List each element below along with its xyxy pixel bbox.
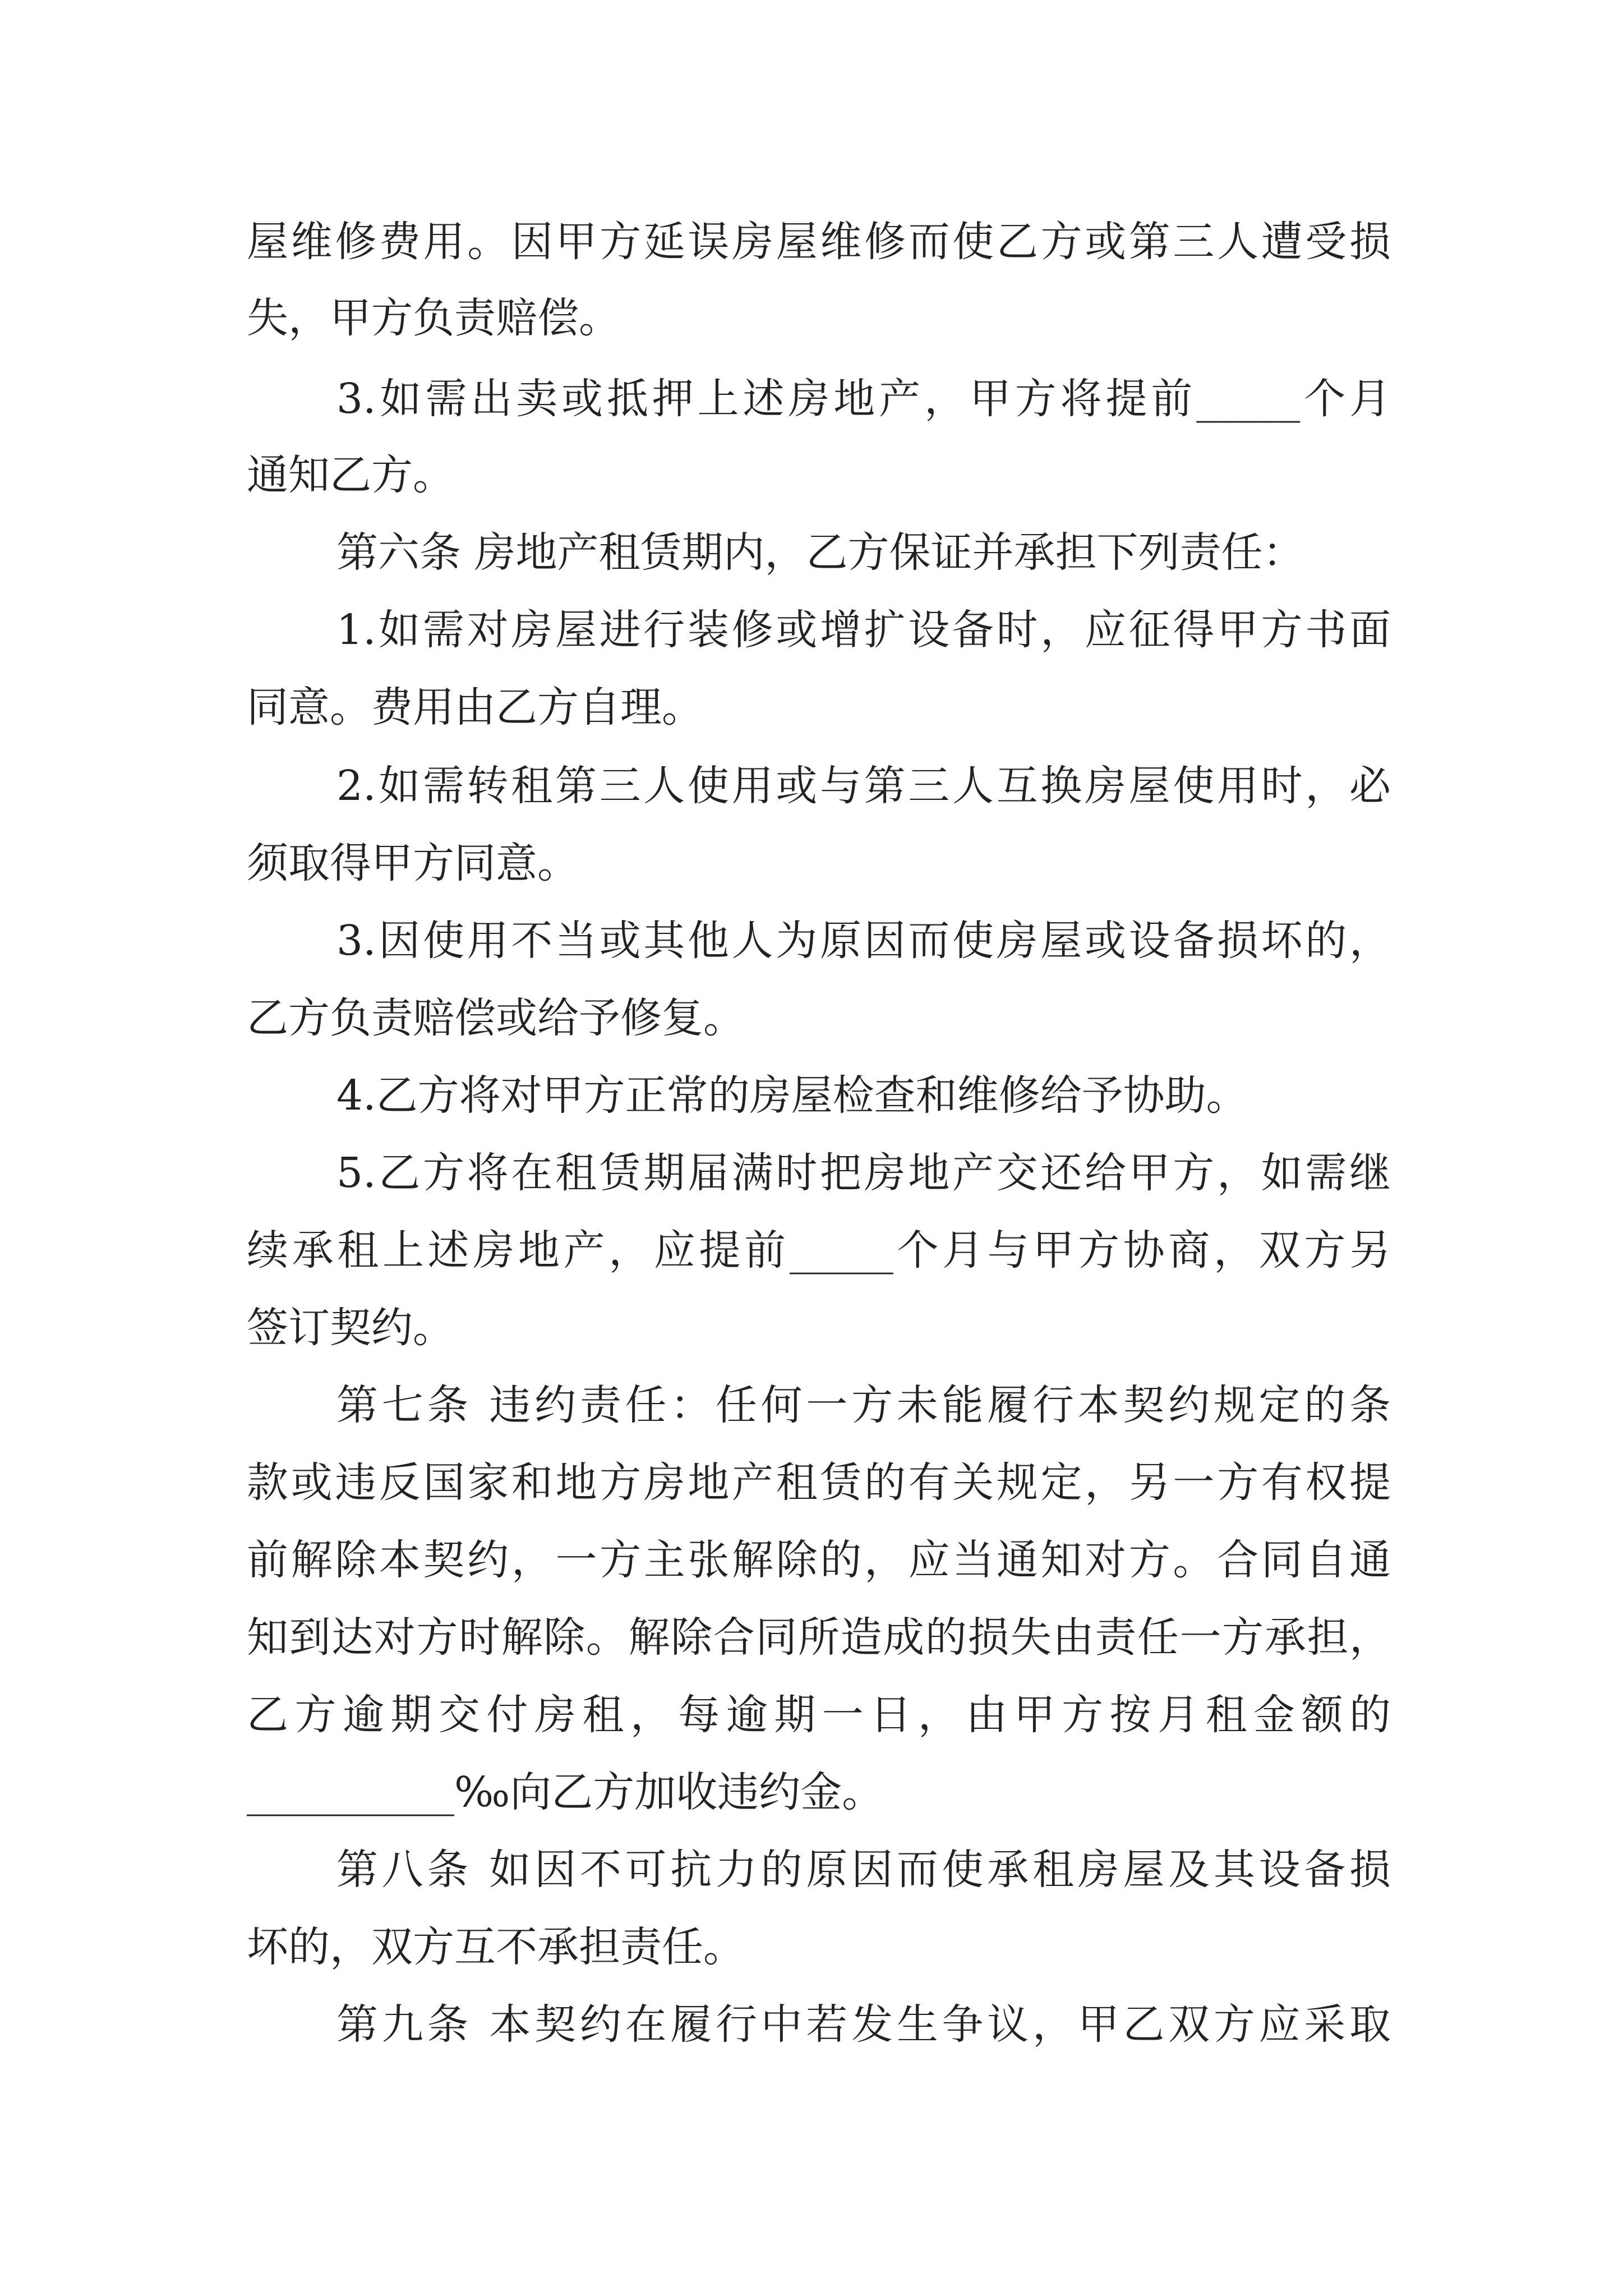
text-line: __________‰向乙方加收违约金。 <box>247 1768 884 1816</box>
text-line: 同意。费用由乙方自理。 <box>247 683 703 731</box>
text-line: 乙方负责赔偿或给予修复。 <box>247 994 745 1042</box>
text-line: 3.因使用不当或其他人为原因而使房屋或设备损坏的， <box>336 917 1391 965</box>
text-line: 失，甲方负责赔偿。 <box>247 294 620 342</box>
text-line: 前解除本契约，一方主张解除的，应当通知对方。合同自通 <box>247 1536 1391 1584</box>
text-line: 通知乙方。 <box>247 451 454 499</box>
text-line: 签订契约。 <box>247 1304 454 1352</box>
text-line: 乙方逾期交付房租，每逾期一日，由甲方按月租金额的 <box>247 1691 1391 1739</box>
text-line: 第六条 房地产租赁期内，乙方保证并承担下列责任： <box>336 528 1304 577</box>
text-line: 屋维修费用。因甲方延误房屋维修而使乙方或第三人遭受损 <box>247 218 1391 266</box>
text-line: 坏的，双方互不承担责任。 <box>247 1923 745 1971</box>
text-line: 5.乙方将在租赁期届满时把房地产交还给甲方，如需继 <box>336 1149 1391 1197</box>
text-line: 第八条 如因不可抗力的原因而使承租房屋及其设备损 <box>336 1846 1391 1894</box>
text-line: 2.如需转租第三人使用或与第三人互换房屋使用时，必 <box>336 762 1391 810</box>
text-line: 3.如需出卖或抵押上述房地产，甲方将提前_____个月 <box>336 375 1391 423</box>
text-line: 1.如需对房屋进行装修或增扩设备时，应征得甲方书面 <box>336 606 1391 654</box>
text-line: 知到达对方时解除。解除合同所造成的损失由责任一方承担， <box>247 1613 1391 1662</box>
text-line: 续承租上述房地产，应提前_____个月与甲方协商，双方另 <box>247 1226 1391 1274</box>
text-line: 第九条 本契约在履行中若发生争议，甲乙双方应采取 <box>336 2000 1391 2049</box>
text-line: 款或违反国家和地方房地产租赁的有关规定，另一方有权提 <box>247 1458 1391 1507</box>
text-line: 须取得甲方同意。 <box>247 839 579 887</box>
text-line: 4.乙方将对甲方正常的房屋检查和维修给予协助。 <box>336 1071 1248 1120</box>
text-line: 第七条 违约责任：任何一方未能履行本契约规定的条 <box>336 1381 1391 1429</box>
